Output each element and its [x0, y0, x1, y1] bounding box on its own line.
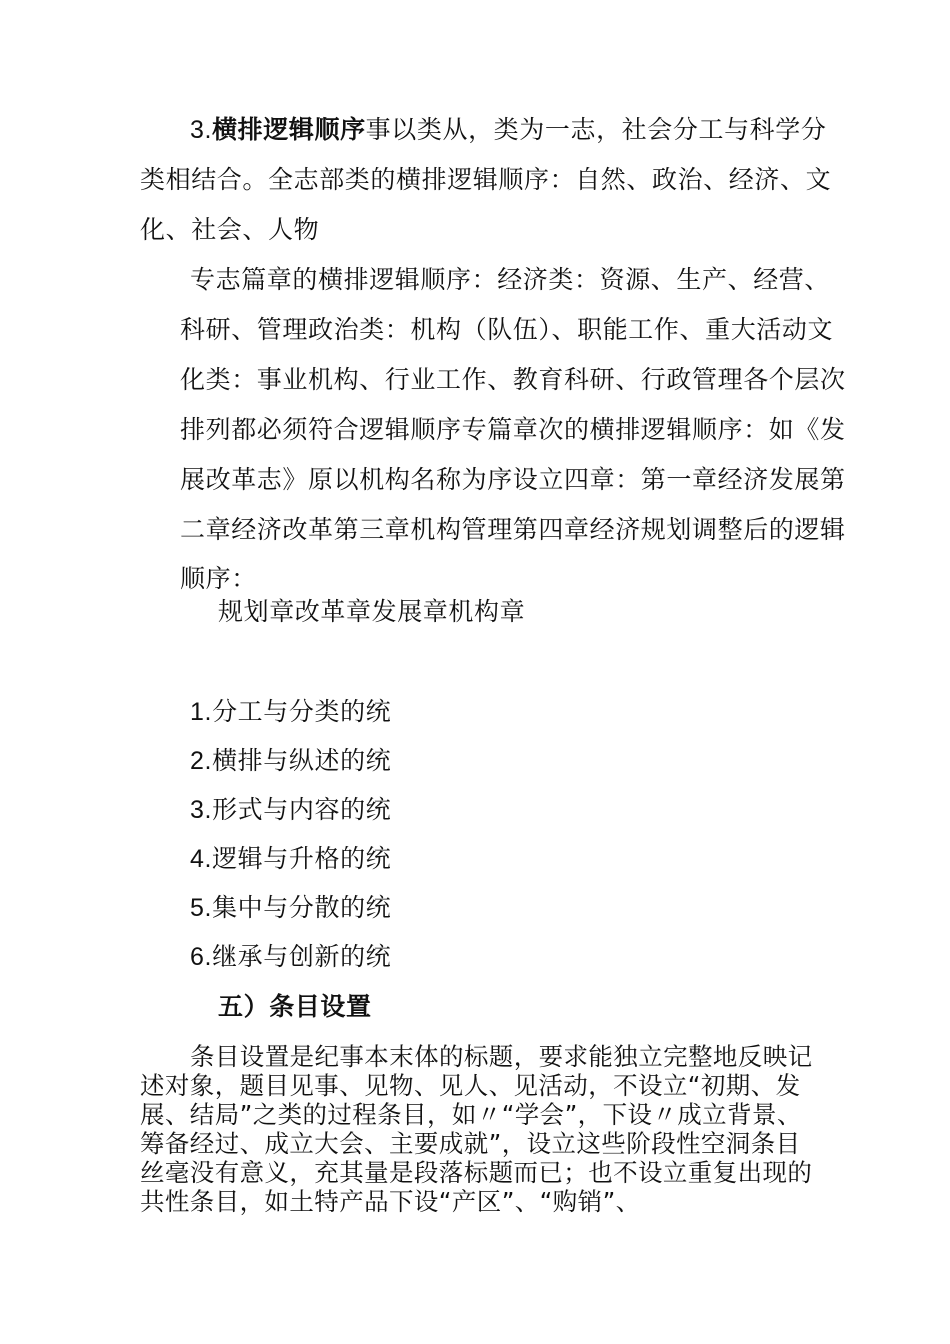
para1-line1-text: 事以类从，类为一志，社会分工与科学分 [365, 115, 827, 144]
list-number: 6. [190, 943, 213, 971]
list-text: 形式与内容的统 [212, 795, 392, 824]
list-item [190, 695, 391, 729]
para1-bold-head: 横排逻辑顺序 [212, 115, 366, 144]
list-item [190, 891, 391, 925]
list-item [190, 842, 391, 876]
para2-line: 化类：事业机构、行业工作、教育科研、行政管理各个层次 [180, 365, 846, 394]
list-number: 3. [190, 796, 213, 824]
list-text: 集中与分散的统 [212, 893, 392, 922]
para2-line: 展改革志》原以机构名称为序设立四章：第一章经济发展第 [180, 465, 846, 494]
para1-line1 [190, 113, 826, 147]
list-number: 1. [190, 698, 213, 726]
list-number: 5. [190, 894, 213, 922]
list-text: 分工与分类的统 [212, 697, 392, 726]
para3-text: 规划章改革章发展章机构章 [218, 597, 526, 626]
list-item [190, 793, 391, 827]
list-item [190, 940, 391, 974]
para4-line: 条目设置是纪事本末体的标题，要求能独立完整地反映记 [190, 1042, 813, 1071]
para2-line: 排列都必须符合逻辑顺序专篇章次的横排逻辑顺序：如《发 [180, 415, 846, 444]
para4-line: 展、结局”之类的过程条目，如〃“学会”，下设〃成立背景、 [140, 1100, 802, 1129]
para4-line: 共性条目，如土特产品下设“产区”、“购销”、 [140, 1187, 641, 1216]
para4-line: 述对象，题目见事、见物、见人、见活动，不设立“初期、发 [140, 1071, 801, 1100]
list-text: 逻辑与升格的统 [212, 844, 392, 873]
para2-line: 专志篇章的横排逻辑顺序：经济类：资源、生产、经营、 [190, 265, 831, 294]
para1-number: 3. [190, 116, 213, 144]
list-text: 继承与创新的统 [212, 942, 392, 971]
para1-line2: 类相结合。全志部类的横排逻辑顺序：自然、政治、经济、文 [140, 165, 832, 194]
para1-line3: 化、社会、人物 [140, 215, 320, 244]
para2-line: 二章经济改革第三章机构管理第四章经济规划调整后的逻辑 [180, 515, 846, 544]
list-number: 4. [190, 845, 213, 873]
para4-line: 丝毫没有意义，充其量是段落标题而已；也不设立重复出现的 [140, 1158, 813, 1187]
para4-line: 筹备经过、成立大会、主要成就”，设立这些阶段性空洞条目 [140, 1129, 801, 1158]
list-number: 2. [190, 747, 213, 775]
para2-line: 科研、管理政治类：机构（队伍）、职能工作、重大活动文 [180, 315, 834, 344]
section-heading: 五）条目设置 [218, 992, 372, 1021]
list-item [190, 744, 391, 778]
para2-line: 顺序： [180, 564, 257, 593]
list-text: 横排与纵述的统 [212, 746, 392, 775]
